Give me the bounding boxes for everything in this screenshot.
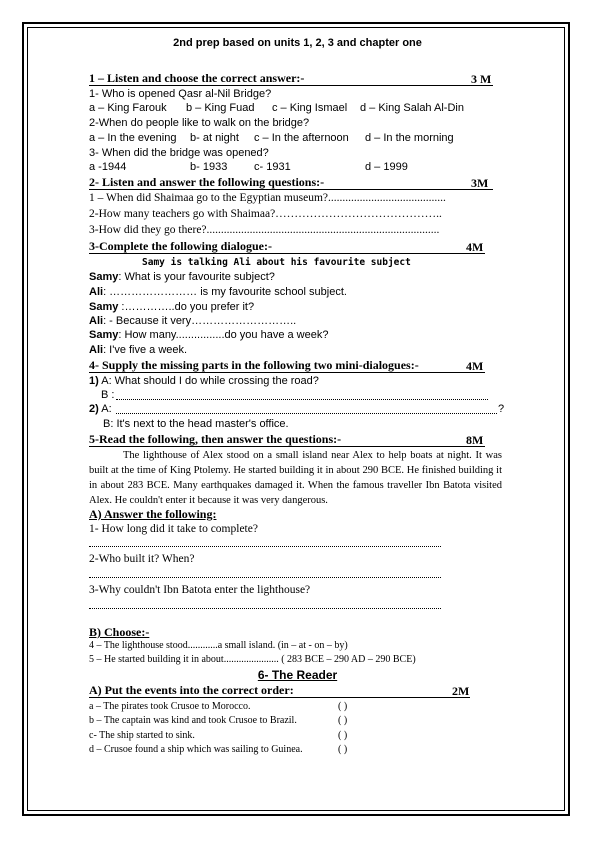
reader-mark: 2M [452,684,470,698]
event-b-answer-bracket[interactable]: ( ) [338,715,348,726]
s1-q1-option-c: c – King Ismael [272,102,348,114]
s1-q3-option-d: d – 1999 [365,161,408,173]
event-b: b – The captain was kind and took Crusoe to Brazil. [89,715,297,726]
s1-q2-option-b: b- at night [190,132,239,144]
s1-question-2: 2-When do people like to walk on the bridge? [89,117,310,129]
mini-dialogue-2-answer: B: It's next to the head master's office. [103,418,289,430]
event-c-answer-bracket[interactable]: ( ) [338,730,348,741]
dialogue-line-1: : What is your favourite subject? [118,271,275,283]
dialogue-line-3: :…………..do you prefer it? [118,301,255,313]
section-1-mark: 3 M [471,72,492,86]
answer-line-2[interactable] [89,577,441,578]
speaker-samy: Samy [89,271,119,283]
dialogue-line-6: : I've five a week. [103,344,188,356]
part-b-heading: B) Choose:- [89,625,150,639]
s1-q2-option-c: c – In the afternoon [254,132,349,144]
dialogue-line-5: : How many................do you have a week? [118,329,329,341]
s1-q1-option-b: b – King Fuad [186,102,255,114]
section-4-heading: 4- Supply the missing parts in the following two mini-dialogues:- [89,359,485,373]
section-5-mark: 8M [466,433,484,447]
speaker-samy: Samy [89,329,119,341]
mini-dialogue-2-question-mark: ? [498,403,505,415]
section-5-heading: 5-Read the following, then answer the questions:- [89,433,485,447]
s1-q3-option-a: a -1944 [89,161,127,173]
speaker-ali: Ali [89,344,104,356]
reader-part-a-heading: A) Put the events into the correct order: [89,684,470,698]
section-2-heading: 2- Listen and answer the following questions:- [89,176,493,190]
section-1-heading: 1 – Listen and choose the correct answer:- [89,72,493,86]
speaker-ali: Ali [89,315,104,327]
page-title: 2nd prep based on units 1, 2, 3 and chapter one [173,37,422,49]
event-c: c- The ship started to sink. [89,730,195,741]
event-d: d – Crusoe found a ship which was sailing to Guinea. [89,744,303,755]
section-2-mark: 3M [471,176,489,190]
s1-question-1: 1- Who is opened Qasr al-Nil Bridge? [89,88,272,100]
dialogue-intro: Samy is talking Ali about his favourite subject [142,257,411,268]
dialogue-line-4: : - Because it very……………………….. [103,315,297,327]
section-3-heading: 3-Complete the following dialogue:- [89,240,485,254]
event-a: a – The pirates took Crusoe to Morocco. [89,701,251,712]
s2-question-3: 3-How did they go there?................................................................................. [89,224,440,236]
part-b-question-4: 4 – The lighthouse stood............a small island. (in – at - on – by) [89,640,348,651]
mini-dialogue-2-number: 2) [89,403,99,415]
s1-q3-option-c: c- 1931 [254,161,291,173]
part-a-question-3: 3-Why couldn't Ibn Batota enter the lighthouse? [89,584,311,596]
event-a-answer-bracket[interactable]: ( ) [338,701,348,712]
s2-question-2: 2-How many teachers go with Shaimaa?…………………………………….. [89,208,442,220]
dialogue-line-2: : …………………… is my favourite school subject. [103,286,347,298]
s2-question-1: 1 – When did Shaimaa go to the Egyptian museum?......................................... [89,192,446,204]
reader-heading: 6- The Reader [257,668,338,682]
s1-q2-option-d: d – In the morning [365,132,454,144]
section-3-mark: 4M [466,240,484,254]
s1-q3-option-b: b- 1933 [190,161,228,173]
s1-q1-option-a: a – King Farouk [89,102,167,114]
s1-question-3: 3- When did the bridge was opened? [89,147,269,159]
reading-passage: The lighthouse of Alex stood on a small island near Alex to help boats at night. It was built at the time of King Ptolemy. He started building it in about 290 BCE. He finished building it in about 283 BCE. Many earthquakes damaged it. When the famous traveller Ibn Batota visited Alex. He couldn't enter it because it was very dangerous. [89,450,502,506]
s1-q2-option-a: a – In the evening [89,132,177,144]
speaker-samy: Samy [89,301,119,313]
answer-line-3[interactable] [89,608,441,609]
event-d-answer-bracket[interactable]: ( ) [338,744,348,755]
mini-dialogue-1-question: A: What should I do while crossing the road? [98,375,319,387]
s1-q1-option-d: d – King Salah Al-Din [360,102,464,114]
part-b-question-5: 5 – He started building it in about...................... ( 283 BCE – 290 AD – 290 BCE) [89,654,416,665]
speaker-ali: Ali [89,286,104,298]
part-a-heading: A) Answer the following: [89,507,217,521]
section-4-mark: 4M [466,359,484,373]
mini-dialogue-1-answer-line[interactable] [116,399,488,400]
mini-dialogue-2-label: A: [98,403,112,415]
part-a-question-2: 2-Who built it? When? [89,553,195,565]
part-a-question-1: 1- How long did it take to complete? [89,523,258,535]
mini-dialogue-1-number: 1) [89,375,99,387]
answer-line-1[interactable] [89,546,441,547]
mini-dialogue-1-answer-label: B : [101,389,115,401]
mini-dialogue-2-question-line[interactable] [116,413,497,414]
